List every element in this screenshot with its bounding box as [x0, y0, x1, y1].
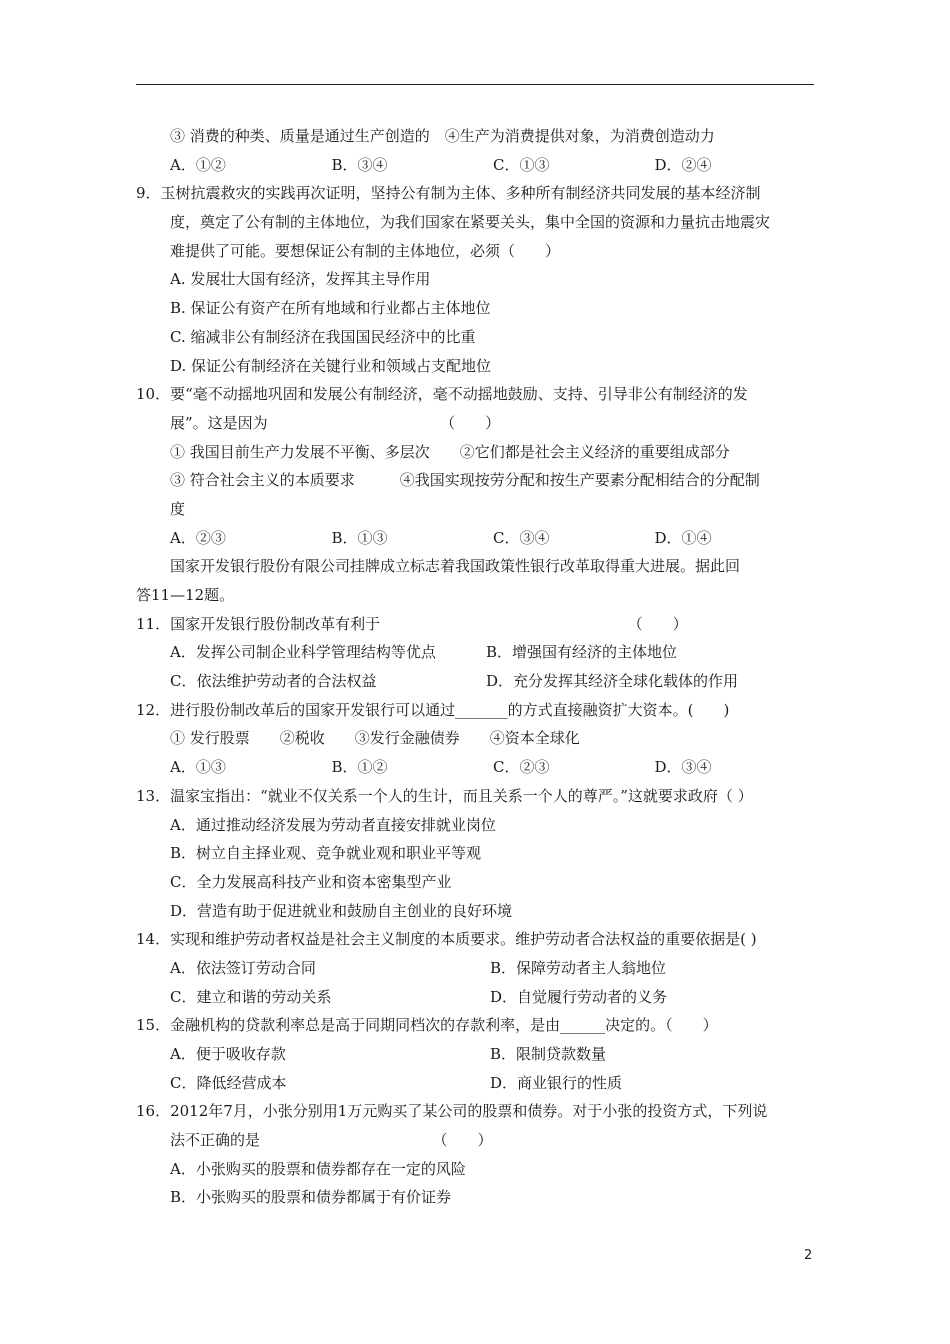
- q12-option-a: A．①③: [170, 758, 226, 777]
- page-number: 2: [804, 1248, 813, 1263]
- q11-option-b: B．增强国有经济的主体地位: [486, 643, 678, 662]
- exam-page-content: [136, 122, 816, 1212]
- q8-options: [136, 151, 816, 180]
- q15-stem: 15．金融机构的贷款利率总是高于同期同档次的存款利率，是由______决定的。（ ）: [136, 1016, 718, 1035]
- q14-options-row1: [136, 954, 816, 983]
- q11-option-c: C．依法维护劳动者的合法权益: [170, 672, 377, 691]
- q10-options: [136, 524, 816, 553]
- q14-option-b: B．保障劳动者主人翁地位: [490, 958, 667, 977]
- q11-options-row1: [136, 638, 816, 667]
- q10-option-a: A．②③: [170, 528, 226, 547]
- q8-statements: ③ 消费的种类、质量是通过生产创造的 ④生产为消费提供对象，为消费创造动力: [170, 127, 715, 145]
- q11-option-d: D．充分发挥其经济全球化载体的作用: [486, 672, 739, 691]
- q9-stem-line2: 度，奠定了公有制的主体地位，为我们国家在紧要关头，集中全国的资源和力量抗击地震灾: [170, 213, 771, 232]
- q8-option-a: A．①②: [170, 155, 226, 174]
- q16-stem-line1: 16．2012年7月，小张分别用1万元购买了某公司的股票和债券。对于小张的投资方式，下列说: [136, 1102, 768, 1121]
- q8-option-d: D．②④: [654, 155, 712, 174]
- q9-option-b: B. 保证公有资产在所有地域和行业都占主体地位: [170, 299, 491, 318]
- q14-options-row2: [136, 983, 816, 1012]
- q10-option-d: D．①④: [654, 528, 712, 547]
- q9-option-c: C. 缩减非公有制经济在我国国民经济中的比重: [170, 327, 476, 346]
- q9-option-a: A. 发展壮大国有经济，发挥其主导作用: [170, 270, 431, 289]
- q16-option-b: B．小张购买的股票和债券都属于有价证券: [170, 1188, 452, 1207]
- q13-option-d: D．营造有助于促进就业和鼓励自主创业的良好环境: [170, 901, 513, 920]
- q12-stem: 12．进行股份制改革后的国家开发银行可以通过_______的方式直接融资扩大资本。( ): [136, 700, 730, 719]
- q14-option-c: C．建立和谐的劳动关系: [170, 987, 332, 1006]
- q15-option-a: A．便于吸收存款: [170, 1045, 286, 1063]
- q10-statements-2-cont: 度: [170, 499, 186, 518]
- q10-option-c: C．③④: [493, 528, 550, 547]
- q10-statements-2: ③ 符合社会主义的本质要求 ④我国实现按劳分配和按生产要素分配相结合的分配制: [170, 471, 760, 490]
- q12-option-c: C．②③: [493, 758, 550, 777]
- q10-stem-line1: 10．要“毫不动摇地巩固和发展公有制经济，毫不动摇地鼓励、支持、引导非公有制经济的发: [136, 385, 748, 404]
- q13-option-a: A．通过推动经济发展为劳动者直接安排就业岗位: [170, 815, 496, 834]
- q12-options: [136, 753, 816, 782]
- q13-option-b: B．树立自主择业观、竞争就业观和职业平等观: [170, 844, 482, 863]
- q15-option-b: B．限制贷款数量: [490, 1045, 607, 1063]
- q14-option-a: A．依法签订劳动合同: [170, 958, 316, 977]
- q15-options-row1: [136, 1040, 816, 1069]
- q12-option-d: D．③④: [654, 758, 712, 777]
- q13-stem: 13．温家宝指出：“就业不仅关系一个人的生计，而且关系一个人的尊严。”这就要求政府（ ）: [136, 786, 753, 805]
- q15-options-row2: [136, 1069, 816, 1098]
- q8-option-c: C．①③: [493, 155, 550, 174]
- q15-option-d: D．商业银行的性质: [490, 1073, 623, 1092]
- intro-11-12-line1: 国家开发银行股份有限公司挂牌成立标志着我国政策性银行改革取得重大进展。据此回: [170, 557, 741, 576]
- q13-option-c: C．全力发展高科技产业和资本密集型产业: [170, 872, 452, 891]
- q15-option-c: C．降低经营成本: [170, 1073, 287, 1092]
- q10-statements-1: ① 我国目前生产力发展不平衡、多层次 ②它们都是社会主义经济的重要组成部分: [170, 442, 730, 461]
- q9-option-d: D. 保证公有制经济在关键行业和领域占支配地位: [170, 356, 492, 375]
- q11-stem: 11．国家开发银行股份制改革有利于 （ ）: [136, 614, 688, 633]
- q14-option-d: D．自觉履行劳动者的义务: [490, 987, 668, 1006]
- q9-stem-line3: 难提供了可能。要想保证公有制的主体地位，必须（ ）: [170, 241, 561, 260]
- q16-option-a: A．小张购买的股票和债券都存在一定的风险: [170, 1159, 466, 1178]
- q12-statements: ① 发行股票 ②税收 ③发行金融债券 ④资本全球化: [170, 729, 580, 748]
- q9-stem-line1: 9．玉树抗震救灾的实践再次证明，坚持公有制为主体、多种所有制经济共同发展的基本经济制: [136, 184, 761, 203]
- q10-option-b: B．①③: [331, 528, 388, 547]
- q16-stem-line2: 法不正确的是 （ ）: [170, 1131, 493, 1150]
- q8-option-b: B．③④: [331, 155, 388, 174]
- q14-stem: 14．实现和维护劳动者权益是社会主义制度的本质要求。维护劳动者合法权益的重要依据是( ): [136, 930, 757, 949]
- q11-options-row2: [136, 667, 816, 696]
- header-rule: [136, 84, 814, 85]
- intro-11-12-line2: 答11—12题。: [136, 586, 235, 604]
- q12-option-b: B．①②: [331, 758, 388, 777]
- q10-stem-line2: 展”。这是因为 （ ）: [170, 413, 501, 432]
- q11-option-a: A．发挥公司制企业科学管理结构等优点: [170, 643, 436, 662]
